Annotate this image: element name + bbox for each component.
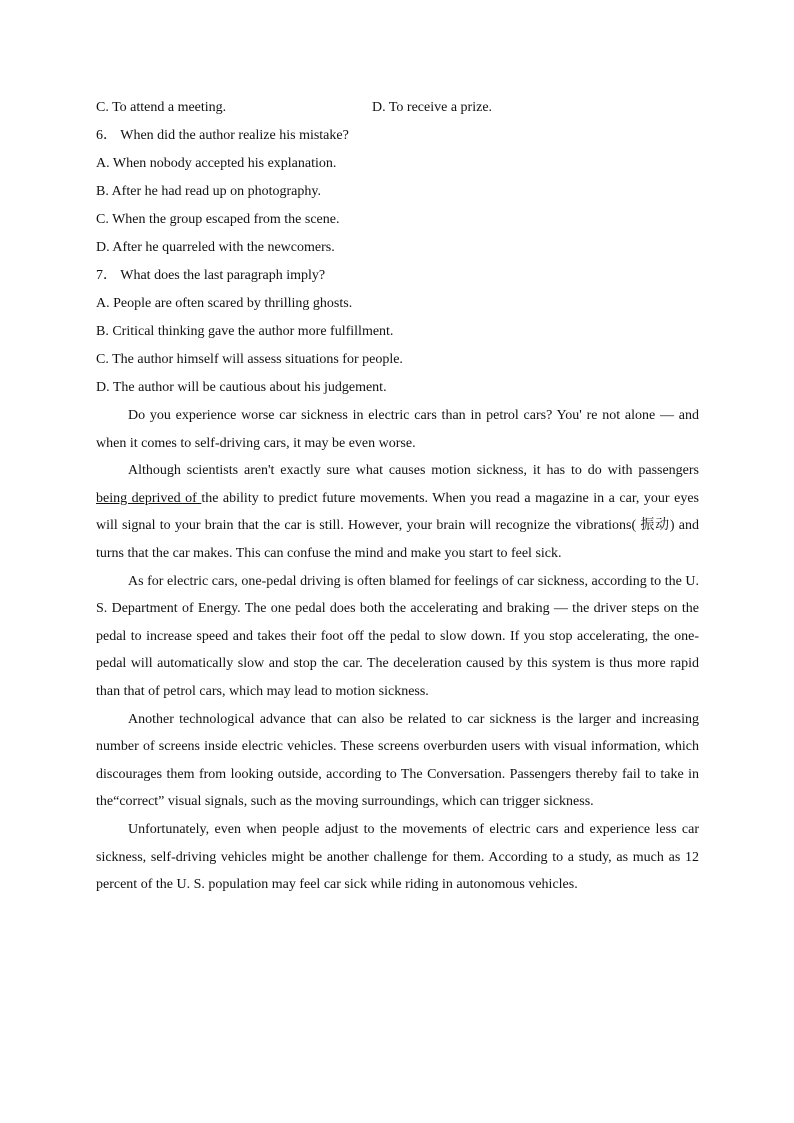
p2-text-before: Although scientists aren't exactly sure what causes motion sickness, it has to do with passengers: [128, 463, 699, 479]
p2-text-after: the ability to predict future movements. When you read a magazine in a car, your eyes will signal to your brain that the car is still. However, your brain will recognize the vibrations( 振动) and turns that the car makes. This can confuse the mind and make you start to feel sick.: [96, 490, 699, 561]
question-5-options-row: [96, 94, 699, 122]
q6-option-a: A. When nobody accepted his explanation.: [96, 156, 337, 171]
passage-paragraph-2: [96, 457, 699, 567]
passage-paragraph-3: As for electric cars, one-pedal driving is often blamed for feelings of car sickness, according to the U. S. Department of Energy. The one pedal does both the accelerating and braking — the driver steps on the pedal to increase speed and takes their foot off the pedal to slow down. If you stop accelerating, the one-pedal will automatically slow and stop the car. The deceleration caused by this system is thus more rapid than that of petrol cars, which may lead to motion sickness.: [96, 573, 699, 699]
passage-paragraph-1: Do you experience worse car sickness in electric cars than in petrol cars? You' re not alone — and when it comes to self-driving cars, it may be even worse.: [96, 408, 699, 451]
q7-option-b: B. Critical thinking gave the author more fulfillment.: [96, 324, 394, 339]
q7-option-d: D. The author will be cautious about his judgement.: [96, 380, 387, 395]
q6-option-d: D. After he quarreled with the newcomers.: [96, 240, 335, 255]
passage-paragraph-5: Unfortunately, even when people adjust to the movements of electric cars and experience less car sickness, self-driving vehicles might be another challenge for them. According to a study, as much as 12 percent of the U. S. population may feel car sick while riding in autonomous vehicles.: [96, 821, 699, 893]
q5-option-d: D. To receive a prize.: [372, 100, 493, 115]
q7-option-a: A. People are often scared by thrilling ghosts.: [96, 296, 353, 311]
question-7-stem: 7． What does the last paragraph imply?: [96, 268, 326, 283]
q6-option-b: B. After he had read up on photography.: [96, 184, 321, 199]
q6-option-c: C. When the group escaped from the scene.: [96, 212, 340, 227]
question-6-stem: 6． When did the author realize his mistake?: [96, 128, 349, 143]
q7-option-c: C. The author himself will assess situations for people.: [96, 352, 403, 367]
p2-underlined-phrase: being deprived of: [96, 490, 202, 506]
passage-paragraph-4: Another technological advance that can also be related to car sickness is the larger and increasing number of screens inside electric vehicles. These screens overburden users with visual information, which discourages them from looking outside, according to The Conversation. Passengers thereby fail to take in the“correct” visual signals, such as the moving surroundings, which can trigger sickness.: [96, 711, 699, 810]
document-page: [96, 94, 699, 899]
q5-option-c: C. To attend a meeting.: [96, 100, 227, 115]
